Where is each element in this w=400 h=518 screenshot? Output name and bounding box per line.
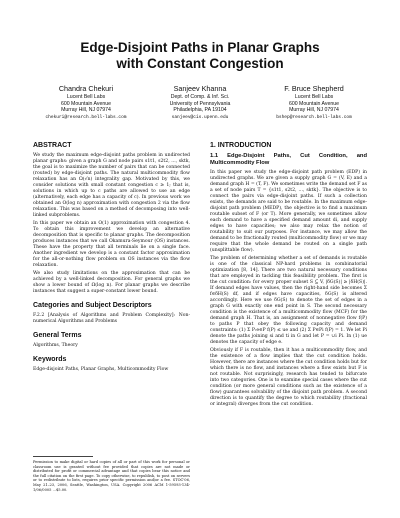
left-column: [33, 141, 190, 375]
intro-paragraph-3: Obviously if F is routable, then it has a multicommodity flow, and the existence of a flow implies that the cut condition holds. However, there are instances where the cut condition holds but for which there is no flow, and instances where a flow exists but F is not routable. Not surprisingly, research has tended to bifurcate into two categories. One is to examine special cases where the cut condition (or more general conditions such as the existence of a flow) guarantees solvability of the disjoint path problem. A second direction is to quantify the degree to which routability (fractional or integral) diverges from the cut condition.: [210, 348, 367, 407]
author-city: Philadelphia, PA 19104: [173, 107, 227, 114]
author-email: chekuri@research.bell-labs.com: [45, 114, 127, 120]
abstract-heading: ABSTRACT: [33, 142, 72, 149]
author-street: 600 Mountain Avenue: [60, 100, 112, 107]
author-org: Dept. of Comp. & Inf. Sci.: [170, 94, 230, 100]
paper-title: [0, 40, 400, 72]
author-email: bshep@research.bell-labs.com: [276, 114, 352, 120]
intro-heading: 1. INTRODUCTION: [210, 142, 272, 149]
general-terms-heading: General Terms: [33, 332, 82, 339]
author-city: Murray Hill, NJ 07974: [289, 107, 339, 114]
right-column: [210, 141, 367, 410]
categories-heading: Categories and Subject Descriptors: [33, 302, 152, 309]
intro-subheading: 1.1 Edge-Disjoint Paths, Cut Condition, and Multicommodity Flow: [210, 153, 367, 166]
footnote-text: Permission to make digital or hard copies of all or part of this work for personal or classroom use is granted without fee provided that copies are not made or distributed for profit or commercial advantage and that copies bear this notice and the full citation on the first page. To copy otherwise, to republish, to post on servers or to redistribute to lists, requires prior specific permission and/or a fee. STOC'06, May 21–23, 2006, Seattle, Washington, USA. Copyright 2006 ACM 1-59593-134-1/06/0005 ...$5.00.: [33, 460, 190, 492]
intro-paragraph-1: In this paper we study the edge-disjoint path problem (EDP) in undirected graphs. We are given a supply graph G = (V, E) and a demand graph H = (T, F). We sometimes write the demand set F as a set of node pairs T = {s1t1, s2t2, ..., sktk}. The objective is to connect the pairs via edge-disjoint paths. If such a collection exists, the demands are said to be routable. In the maximum edge-disjoint path problem (MEDP), the objective is to find a maximum routable subset of F (or T). More generally, we sometimes allow each demand to have a specified demand amount di, and supply edges to have capacities; we also may relax the notion of routability to suit our purposes. For instance, we may allow the demand to be fractionally routed (multicommodity flow) or we may require that the whole demand be routed on a single path (unsplittable flow).: [210, 170, 367, 253]
abstract-paragraph-1: We study the maximum edge-disjoint paths problem in undirected planar graphs: given a graph G and node pairs s1t1, s2t2, ..., sktk, the goal is to maximize the number of pairs that can be connected (routed) by edge-disjoint paths. The natural multicommodity flow relaxation has an Ω(√n) integrality gap. Motivated by this, we consider solutions with small constant congestion c ≥ 1; that is, solutions in which up to c paths are allowed to use an edge (alternatively, each edge has a capacity of c). In previous work we obtained an O(log n) approximation with congestion 2 via the flow relaxation. This was based on a method of decomposing into well-linked subproblems.: [33, 153, 190, 218]
author-1: [30, 84, 142, 121]
author-2: [144, 84, 256, 121]
author-org: Lucent Bell Labs: [294, 94, 334, 100]
title-line-1: Edge-Disjoint Paths in Planar Graphs: [80, 40, 320, 55]
general-terms-text: Algorithms, Theory: [33, 343, 78, 348]
author-name: Chandra Chekuri: [58, 84, 114, 93]
author-street: University of Pennsylvania: [169, 100, 231, 107]
author-3: [258, 84, 370, 121]
abstract-paragraph-2: In this paper we obtain an O(1) approximation with congestion 4. To obtain this improvement we develop an alternative decomposition that is specific to planar graphs. The decomposition produces instances that we call Okamura-Seymour (OS) instances. These have the property that all terminals lie on a single face. Another ingredient we develop is a constant factor approximation for the all-or-nothing flow problem on OS instances via the flow relaxation.: [33, 221, 190, 268]
keywords-text: Edge-disjoint Paths, Planar Graphs, Multicommodity Flow: [33, 367, 169, 372]
abstract-paragraph-3: We also study limitations on the approximation that can be achieved by a well-linked decomposition. For general graphs we show a lower bound of Ω(log n). For planar graphs we describe instances that suggest a super-constant lower bound.: [33, 271, 190, 294]
author-name: Sanjeev Khanna: [173, 84, 227, 93]
keywords-heading: Keywords: [33, 356, 67, 363]
author-org: Lucent Bell Labs: [66, 94, 106, 100]
copyright-footnote: [33, 456, 190, 492]
footnote-rule: [33, 456, 93, 457]
author-name: F. Bruce Shepherd: [284, 84, 344, 93]
title-line-2: with Constant Congestion: [116, 56, 284, 71]
author-block: [30, 84, 370, 121]
author-city: Murray Hill, NJ 07974: [61, 107, 111, 114]
author-email: sanjeev@cis.upenn.edu: [171, 114, 229, 120]
author-street: 600 Mountain Avenue: [288, 100, 340, 107]
categories-text: F.2.2 [Analysis of Algorithms and Problem Complexity]: Non-numerical Algorithms and Problems: [33, 313, 190, 324]
intro-paragraph-2: The problem of determining whether a set of demands is routable is one of the classical NP-hard problems in combinatorial optimization [8, 14]. There are two natural necessary conditions that are employed in tackling this feasibility problem. The first is the cut condition: for every proper subset S ⊆ V, |δG(S)| ≥ |δH(S)|. If demand edges have values, then the right-hand side becomes Σ f∈δH(S) df, and if edges have capacities, δG(S) is altered accordingly. Here we use δG(S) to denote the set of edges in a graph G with exactly one end point in S. The second necessary condition is the existence of a multicommodity flow (MCF) for the demand graph H. That is, an assignment of nonnegative flow f(P) to paths P that obey the following capacity and demand constraints: (1) Σ P:e∈P f(P) ≤ ue and (2) Σ P∈Pi f(P) = 1. We let Pi denote the paths joining si and ti in G and let P = ∪i Pi. In (1) ue denotes the capacity of edge e.: [210, 256, 367, 345]
